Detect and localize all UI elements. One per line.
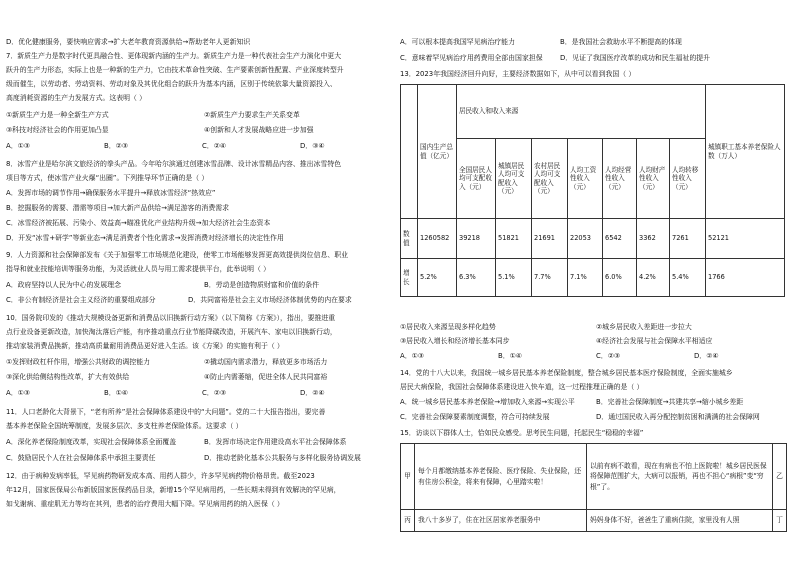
sub-header-transfer: 人均转移性收入（元） [670,139,706,219]
q8-option-d[interactable]: D．开发“冰雪+研学”等新业态→满足消费者个性化需求→发挥消费对经济增长的决定性作用 [6,234,284,242]
row-label-value: 数值 [401,219,418,259]
table-cell: 1260582 [418,219,457,259]
q7-stem-line-2: 跃升的生产力形态，实际上也是一种新的生产力，它由技术革命性突破、生产要素创新性配置、产业深度转型升 [6,66,344,74]
q7-stem-line-1: 7．新质生产力是数字时代更具融合性、更体现新内涵的生产力。新质生产力是一种代表社会生产力演化中更大 [6,52,342,60]
group-label-bing: 丙 [401,510,415,532]
q14-stem-line-1: 14．党的十八大以来，我国统一城乡居民基本养老保险制度，整合城乡居民基本医疗保险制度，全面实施城乡 [400,369,733,377]
q12-stem-line-1: 12．由于病种发病率低，罕见病药物研发成本高、用药人群少，许多罕见病药物价格昂贵。截至2023 [6,472,315,480]
q11-option-d[interactable]: D．推动老龄化基本公共服务与多样化服务协调发展 [204,454,361,462]
q11-option-c[interactable]: C．鼓励居民个人在社会保障体系中承担主要责任 [6,454,156,462]
table-row [401,219,785,259]
q12-choice-a[interactable]: A．可以根本提高我国罕见病治疗能力 [400,38,515,46]
group-text-jia: 每个月都缴纳基本养老保险、医疗保险、失业保险，还有住房公积金，将来有保障，心里踏实啦！ [415,444,587,510]
sub-header-rural: 农村居民人均可支配收入（元） [532,139,568,219]
table-cell: 7.1% [568,259,603,297]
q13-stem: 13．2023年我国经济回升向好，主要经济数据如下，从中可以看到我国（ ） [400,70,636,78]
q11-stem-line-2: 基本养老保险全国统筹制度，发展多层次、多支柱养老保险体系。这要求（ ） [6,422,243,430]
q6-option-d: D．优化健康服务，要快响应需求→扩大老年教育资源供给→帮助老年人更新知识 [6,38,251,46]
q13-item-4: ④经济社会发展与社会保障水平相适应 [596,337,713,345]
q7-choice-a[interactable]: A．①③ [6,142,30,150]
q11-stem-line-1: 11．人口老龄化大背景下，“老有所养”是社会保障体系建设中的“大问题”。党的二十大报告指出，要完善 [6,408,326,416]
q12-choice-c[interactable]: C．意味着罕见病治疗用药费用全部由国家担保 [400,54,543,62]
table-cell: 7.7% [532,259,568,297]
sub-header-business: 人均经营性收入（元） [603,139,637,219]
q11-option-b[interactable]: B．发挥市场决定作用建设高水平社会保障体系 [204,438,347,446]
q13-choice-b[interactable]: B．①④ [498,352,522,360]
q13-choice-d[interactable]: D．②④ [694,352,719,360]
table-cell: 51821 [496,219,532,259]
group-label-ding: 丁 [773,510,787,532]
q12-stem-line-2: 年12月，国家医保局公布新版国家医保药品目录，新增15个罕见病用药，一些长期未得到有效解决的罕见病， [6,486,341,494]
sub-header-property: 人均财产性收入（元） [637,139,670,219]
q10-stem-line-1: 10．国务院印发的《推动大规模设备更新和消费品以旧换新行动方案》（以下简称《方案》），指出，要推进重 [6,314,336,322]
q14-option-c[interactable]: C．完善社会保障要素制度调整，符合可持续发展 [400,413,550,421]
q15-stem: 15．访谈以下群体人士，恰如民众感受。思考民生问题，托起民生“稳稳的幸福” [400,429,644,437]
table-cell: 6.3% [457,259,496,297]
q10-stem-line-3: 推动家装消费品换新，推动高质量耐用消费品更好进入生活。该《方案》的实施有利于（ ） [6,342,284,350]
q8-stem-line-2: 项目等方式，使冰雪产业火爆“出圈”。下列推导环节正确的是（ ） [6,174,209,182]
q9-stem-line-1: 9．人力资源和社会保障部发布《关于加强零工市场规范化建设，使零工市场能够发挥更高效提供岗位信息、职业 [6,251,349,259]
q8-option-a[interactable]: A．发挥市场的调节作用→确保服务水平提升→释放冰雪经济“热效应” [6,189,216,197]
group-text-yi: 以前有病不敢看，现在有病也不怕上医院啦！城乡居民医保将保障范围扩大，大病可以报销，再也不担心“病根”变“穷根”了。 [587,444,773,510]
table-cell: 3362 [637,219,670,259]
table-cell: 5.1% [496,259,532,297]
q9-choice-b[interactable]: B．劳动是创造物质财富和价值的条件 [204,281,319,289]
table-cell: 22053 [568,219,603,259]
income-group-header: 居民收入和收入来源 [457,85,706,139]
sub-header-wage: 人均工资性收入（元） [568,139,603,219]
group-text-bing: 我八十多岁了，住在社区居家养老服务中 [415,510,587,532]
table-cell: 7261 [670,219,706,259]
table-cell: 4.2% [637,259,670,297]
table-cell: 5.2% [418,259,457,297]
q14-stem-line-2: 居民大病保险，我国社会保障体系建设进入快车道，这一过程推理正确的是（ ） [400,383,644,391]
q13-item-3: ③居民收入增长和经济增长基本同步 [400,337,510,345]
group-text-ding: 妈妈身体不好，爸爸生了重病住院，家里没有人照 [587,510,773,532]
q7-item-1: ①新质生产力是一种全新生产方式 [6,111,109,119]
q14-option-a[interactable]: A．统一城乡居民基本养老保险→增加收入来源→实现公平 [400,398,575,406]
q8-stem-line-1: 8．冰雪产业是哈尔滨文旅经济的拳头产品。今年哈尔滨通过创建冰雪品牌、设计冰雪精品内容、推出冰雪特色 [6,160,342,168]
q7-item-3: ③科技对经济社会的作用更加凸显 [6,126,109,134]
q10-item-1: ①发挥财政杠杆作用，增强公共财政的调控能力 [6,358,150,366]
q7-item-4: ④创新和人才发展战略应进一步加强 [204,126,314,134]
q10-item-3: ③深化供给侧结构性改革，扩大有效供给 [6,373,130,381]
q9-choice-d[interactable]: D．共同富裕是社会主义市场经济体制优势的内在要求 [188,296,352,304]
q10-item-2: ②撬动国内需求潜力，释放更多市场活力 [204,358,328,366]
q15-interview-table [400,443,787,532]
q13-item-1: ①居民收入来源呈现多样化趋势 [400,323,496,331]
q8-option-b[interactable]: B．挖掘服务的需要、潜需等项目→加大新产品供给→满足游客的消费需求 [6,204,229,212]
q7-choice-d[interactable]: D．③④ [300,142,325,150]
q10-choice-c[interactable]: C．②③ [202,389,227,397]
q7-stem-line-3: 级而催生，以劳动者、劳动资料、劳动对象及其优化组合的跃升为基本内涵，区别于传统依靠大量资源投入、 [6,80,337,88]
q10-choice-a[interactable]: A．①③ [6,389,30,397]
sub-header-national: 全国居民人均可支配收入（元） [457,139,496,219]
q11-option-a[interactable]: A．深化养老保险制度改革，实现社会保障体系全面覆盖 [6,438,177,446]
q8-option-c[interactable]: C．冰雪经济被拓展、污染小、效益高→瞄准优化产业结构升级→加大经济社会生态资本 [6,219,271,227]
table-cell: 5.4% [670,259,706,297]
q10-choice-d[interactable]: D．②④ [300,389,325,397]
group-label-yi: 乙 [773,444,787,510]
table-cell: 21691 [532,219,568,259]
q10-stem-line-2: 点行业设备更新改造，加快淘汰落后产能，有序推动重点行业节能降碳改造，开展汽车、家电以旧换新行动， [6,328,337,336]
table-row [401,259,785,297]
row-label-growth: 增长 [401,259,418,297]
q13-choice-c[interactable]: C．②③ [596,352,621,360]
group-label-jia: 甲 [401,444,415,510]
gdp-header: 国内生产总值（亿元） [418,85,457,219]
table-cell: 1766 [706,259,785,297]
q12-choice-b[interactable]: B．是我国社会救助水平不断提高的体现 [560,38,682,46]
q10-item-4: ④防止内需萎缩，促进全体人民共同富裕 [204,373,328,381]
q13-choice-a[interactable]: A．①③ [400,352,424,360]
q12-stem-line-3: 如戈谢病、重症肌无力等均在其列，患者的治疗费用大幅下降。罕见病用药的纳入医保（ ） [6,500,284,508]
table-cell: 6542 [603,219,637,259]
q7-choice-b[interactable]: B．②③ [104,142,128,150]
q12-choice-d[interactable]: D．见证了我国医疗改革的成功和民生福祉的提升 [560,54,711,62]
q14-option-d[interactable]: D．通过国民收入再分配控制贫困和满满的社会保障网 [596,413,760,421]
pension-header: 城镇职工基本养老保险人数（万人） [706,85,785,219]
q7-choice-c[interactable]: C．②④ [202,142,227,150]
q9-stem-line-2: 指导和就业技能培训等服务功能，为灵活就业人员与用工需求提供平台，此举说明（ ） [6,265,271,273]
table-cell: 39218 [457,219,496,259]
q9-choice-c[interactable]: C．非公有制经济是社会主义经济的重要组成部分 [6,296,156,304]
q13-item-2: ②城乡居民收入差距进一步拉大 [596,323,692,331]
table-cell: 52121 [706,219,785,259]
q7-stem-line-4: 高度消耗资源的生产力发展方式。这表明（ ） [6,94,147,102]
sub-header-urban: 城镇居民人均可支配收入（元） [496,139,532,219]
table-cell: 6.0% [603,259,637,297]
q9-choice-a[interactable]: A．政府坚持以人民为中心的发展理念 [6,281,121,289]
q7-item-2: ②新质生产力要求生产关系变革 [204,111,300,119]
q10-choice-b[interactable]: B．①④ [104,389,128,397]
q13-data-table [400,84,785,297]
table-corner [401,85,418,219]
q14-option-b[interactable]: B．完善社会保障制度→共建共享→缩小城乡差距 [596,398,744,406]
